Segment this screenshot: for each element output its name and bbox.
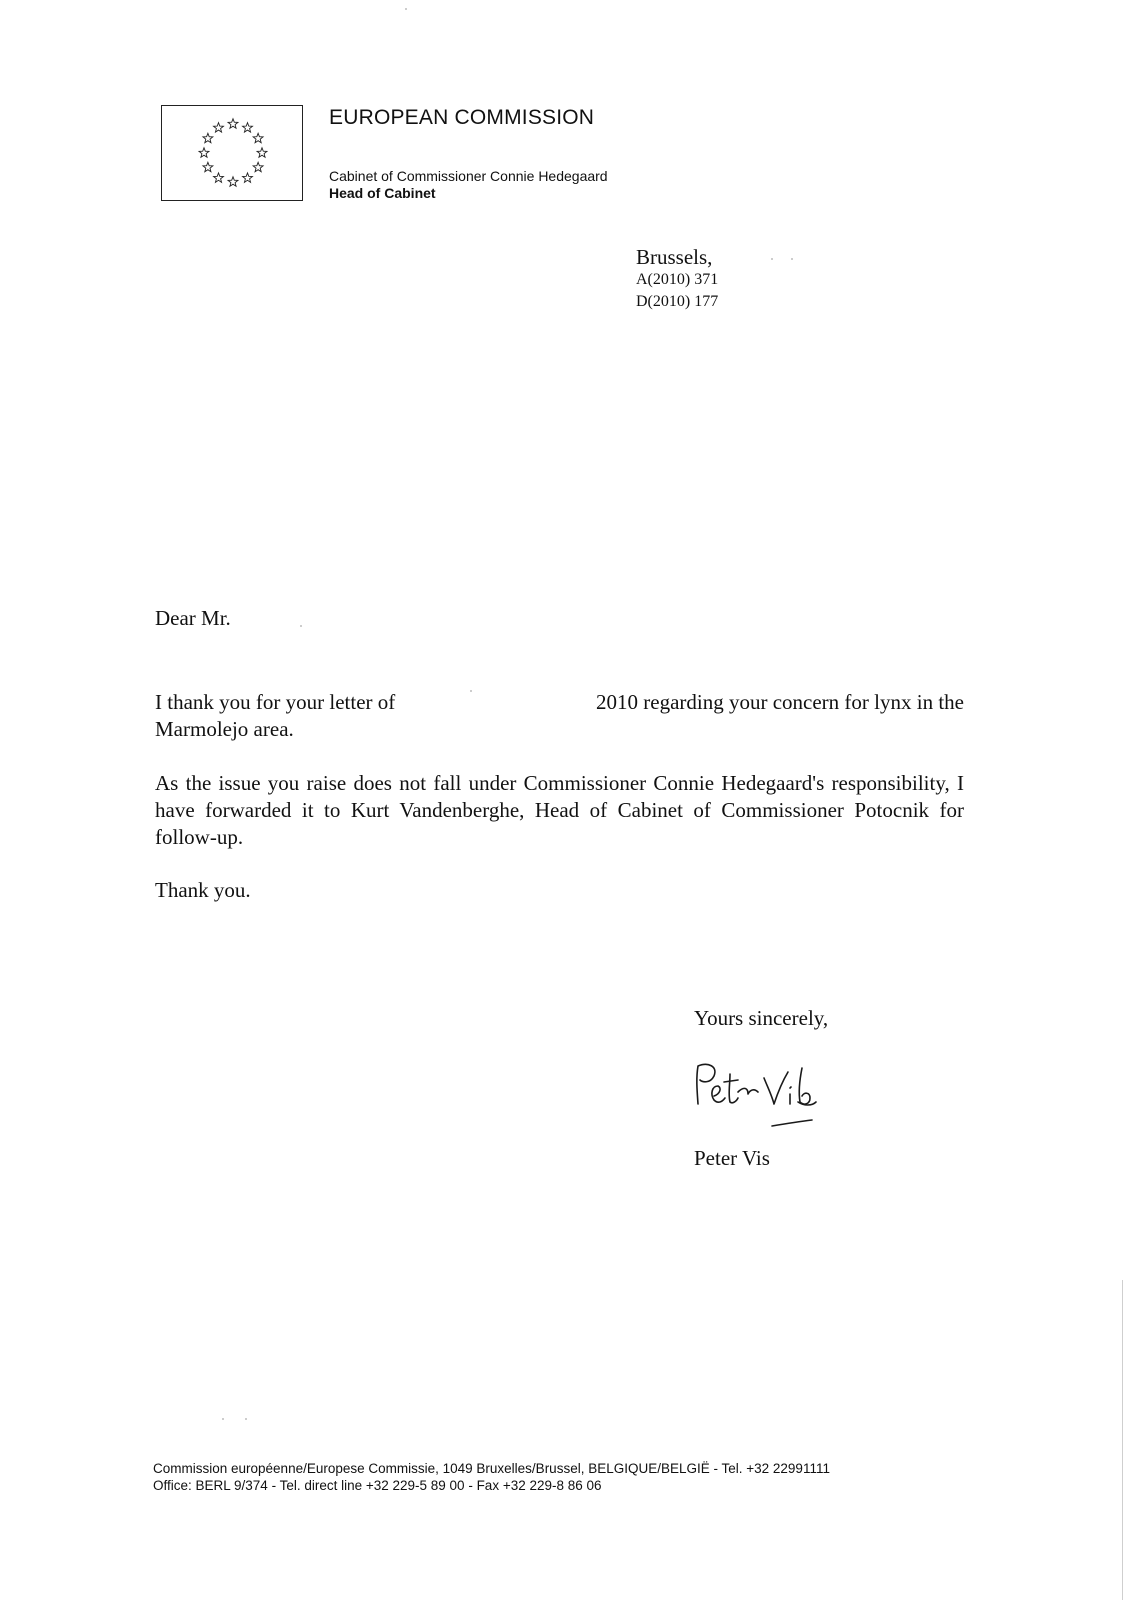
closing: Yours sincerely, bbox=[694, 1006, 829, 1030]
emblem-star-icon bbox=[228, 177, 238, 186]
scan-speck bbox=[300, 625, 302, 627]
reference-a: A(2010) 371 bbox=[636, 271, 719, 288]
reference-d: D(2010) 177 bbox=[636, 293, 719, 310]
footer-office: Office: BERL 9/374 - Tel. direct line +32 229-5 89 00 - Fax +32 229-8 86 06 bbox=[153, 1478, 602, 1493]
cabinet-role: Head of Cabinet bbox=[329, 185, 436, 201]
emblem-star-icon bbox=[253, 162, 263, 171]
paragraph-1-line-2: Marmolejo area. bbox=[155, 717, 294, 741]
scan-speck bbox=[470, 690, 472, 692]
emblem-star-icon bbox=[199, 148, 209, 157]
paragraph-1-end: 2010 regarding your concern for lynx in the bbox=[596, 690, 964, 714]
scan-speck bbox=[245, 1418, 247, 1420]
emblem-star-icon bbox=[203, 133, 213, 142]
eu-stars-emblem-icon bbox=[162, 106, 304, 202]
scan-speck bbox=[222, 1418, 224, 1420]
scan-speck bbox=[405, 8, 407, 10]
scan-speck bbox=[791, 258, 793, 260]
cabinet-name: Cabinet of Commissioner Connie Hedegaard bbox=[329, 168, 608, 184]
scan-speck bbox=[771, 258, 773, 260]
scan-edge bbox=[1122, 1280, 1123, 1600]
emblem-star-icon bbox=[228, 119, 238, 128]
paragraph-1-start: I thank you for your letter of bbox=[155, 690, 396, 714]
emblem-star-icon bbox=[203, 162, 213, 171]
salutation: Dear Mr. bbox=[155, 606, 231, 630]
handwritten-signature bbox=[692, 1060, 832, 1150]
place-line: Brussels, bbox=[636, 245, 713, 269]
emblem-star-icon bbox=[253, 133, 263, 142]
organization-name: EUROPEAN COMMISSION bbox=[329, 106, 595, 129]
emblem-star-icon bbox=[214, 123, 224, 132]
emblem-star-icon bbox=[214, 173, 224, 182]
thanks-line: Thank you. bbox=[155, 878, 251, 902]
eu-emblem-box bbox=[161, 105, 303, 201]
emblem-star-icon bbox=[243, 173, 253, 182]
signer-name: Peter Vis bbox=[694, 1146, 770, 1170]
emblem-star-icon bbox=[243, 123, 253, 132]
footer-address: Commission européenne/Europese Commissie, 1049 Bruxelles/Brussel, BELGIQUE/BELGIË - Tel. +32 22991111 bbox=[153, 1461, 830, 1476]
emblem-star-icon bbox=[257, 148, 267, 157]
paragraph-2: As the issue you raise does not fall under Commissioner Connie Hedegaard's responsibility, I have forwarded it to Kurt Vandenberghe, Head of Cabinet of Commissioner Potocnik for follow-up. bbox=[155, 771, 964, 849]
